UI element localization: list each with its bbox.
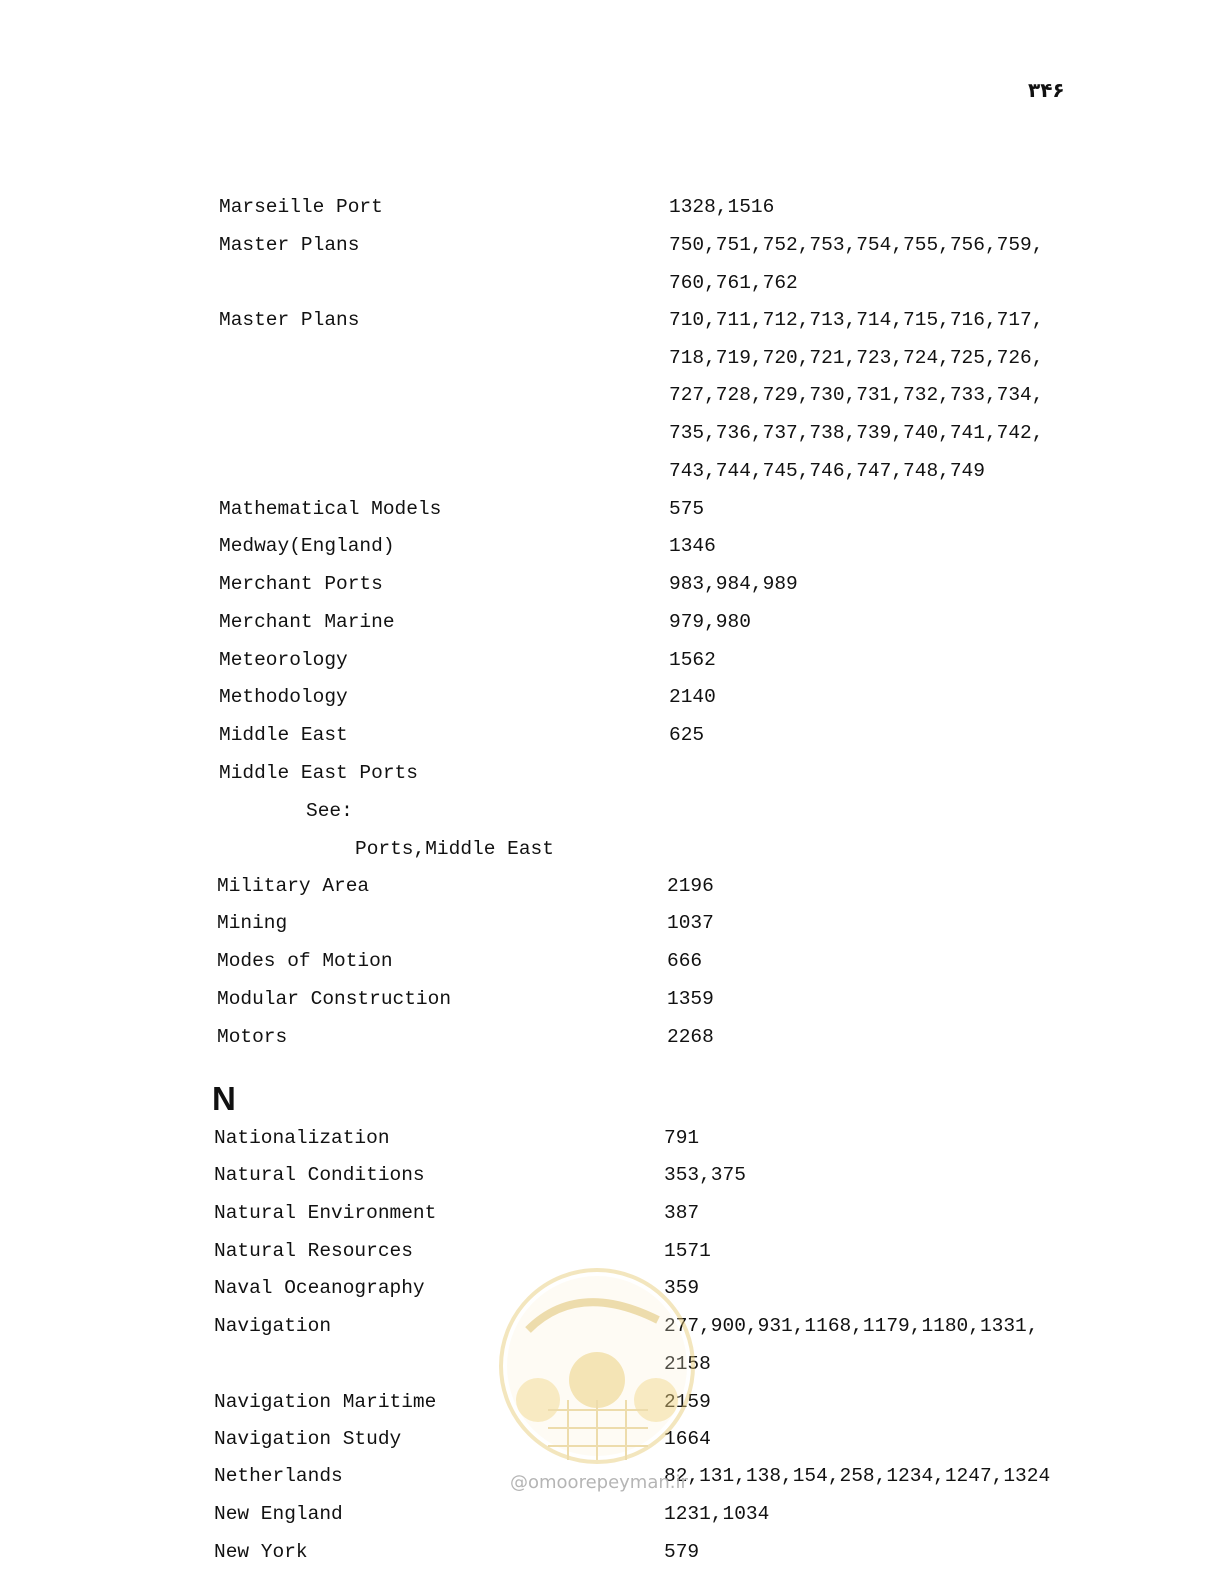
index-term: Meteorology (219, 649, 348, 671)
page-references: 735,736,737,738,739,740,741,742, (669, 422, 1044, 445)
page-references: 277,900,931,1168,1179,1180,1331, (664, 1315, 1039, 1337)
index-term: Middle East Ports (219, 762, 418, 784)
page-references: 1037 (667, 912, 714, 934)
page-references: 760,761,762 (669, 271, 798, 294)
page-references: 727,728,729,730,731,732,733,734, (669, 384, 1044, 407)
index-entry (0, 912, 1228, 942)
section-heading-n: N (212, 1080, 236, 1117)
index-entry (0, 649, 1228, 679)
page-references: 353,375 (664, 1164, 746, 1186)
page-references: 1571 (664, 1240, 711, 1262)
index-term: Mining (217, 912, 288, 934)
index-term: Navigation (214, 1315, 332, 1337)
page-references: 1328,1516 (669, 196, 775, 218)
index-term: New England (214, 1503, 343, 1525)
see-label: See: (306, 800, 353, 822)
page-references: 710,711,712,713,714,715,716,717, (669, 309, 1044, 331)
index-term: Master Plans (219, 309, 360, 331)
index-term: Marseille Port (219, 196, 383, 218)
page-references: 625 (669, 724, 705, 746)
index-term: Naval Oceanography (214, 1277, 425, 1299)
page-references: 2196 (667, 875, 714, 897)
page-references: 2268 (667, 1026, 714, 1048)
see-target: Ports,Middle East (355, 838, 554, 860)
page-references: 750,751,752,753,754,755,756,759, (669, 234, 1044, 256)
index-entry (0, 1503, 1228, 1533)
index-term: Natural Resources (214, 1240, 413, 1262)
index-term: Mathematical Models (219, 498, 442, 520)
index-term: Master Plans (219, 234, 360, 256)
index-term: Medway(England) (219, 535, 395, 557)
index-entry (0, 234, 1228, 294)
page-number: ۳۴۶ (1028, 78, 1065, 102)
index-entry (0, 309, 1228, 482)
page-references: 387 (664, 1202, 700, 1224)
page-references: 791 (664, 1127, 700, 1149)
page-references: 1359 (667, 988, 714, 1010)
index-entry (0, 724, 1228, 754)
index-entry (0, 498, 1228, 528)
index-term: Navigation Study (214, 1428, 402, 1450)
index-entry (0, 535, 1228, 565)
index-term: Modular Construction (217, 988, 452, 1010)
page-references: 82,131,138,154,258,1234,1247,1324 (664, 1465, 1051, 1487)
index-term: Nationalization (214, 1127, 390, 1149)
index-entry (0, 573, 1228, 603)
index-entry (0, 988, 1228, 1018)
index-entry (0, 1202, 1228, 1232)
index-entry (0, 950, 1228, 980)
index-term: Motors (217, 1026, 288, 1048)
index-entry (0, 1026, 1228, 1056)
page-references: 359 (664, 1277, 700, 1299)
see-target-entry (0, 838, 1228, 868)
page-references: 666 (667, 950, 703, 972)
index-term: Natural Environment (214, 1202, 437, 1224)
index-term: Military Area (217, 875, 370, 897)
page-references: 718,719,720,721,723,724,725,726, (669, 346, 1044, 369)
page-references: 983,984,989 (669, 573, 798, 595)
index-term: Merchant Marine (219, 611, 395, 633)
index-term: Middle East (219, 724, 348, 746)
page-references: 743,744,745,746,747,748,749 (669, 459, 985, 482)
index-entry (0, 762, 1228, 792)
watermark-text: @omoorepeyman.ir (510, 1472, 688, 1493)
index-term: Natural Conditions (214, 1164, 425, 1186)
index-term: Modes of Motion (217, 950, 393, 972)
index-entry (0, 686, 1228, 716)
index-term: Netherlands (214, 1465, 343, 1487)
watermark-seal-icon (498, 1260, 696, 1472)
page-references: 1664 (664, 1428, 711, 1450)
page-references: 1346 (669, 535, 716, 557)
index-term: Merchant Ports (219, 573, 383, 595)
index-term: Navigation Maritime (214, 1391, 437, 1413)
see-reference (0, 800, 1228, 830)
index-entry (0, 875, 1228, 905)
page-references: 1562 (669, 649, 716, 671)
page-references: 2158 (664, 1352, 711, 1375)
index-entry (0, 196, 1228, 226)
page-references: 979,980 (669, 611, 751, 633)
index-entry (0, 1127, 1228, 1157)
page-references: 1231,1034 (664, 1503, 770, 1525)
index-entry (0, 1164, 1228, 1194)
index-entry (0, 1541, 1228, 1571)
page-references: 2159 (664, 1391, 711, 1413)
index-term: New York (214, 1541, 308, 1563)
index-entry (0, 611, 1228, 641)
page-references: 579 (664, 1541, 700, 1563)
page-references: 575 (669, 498, 705, 520)
page-references: 2140 (669, 686, 716, 708)
index-term: Methodology (219, 686, 348, 708)
